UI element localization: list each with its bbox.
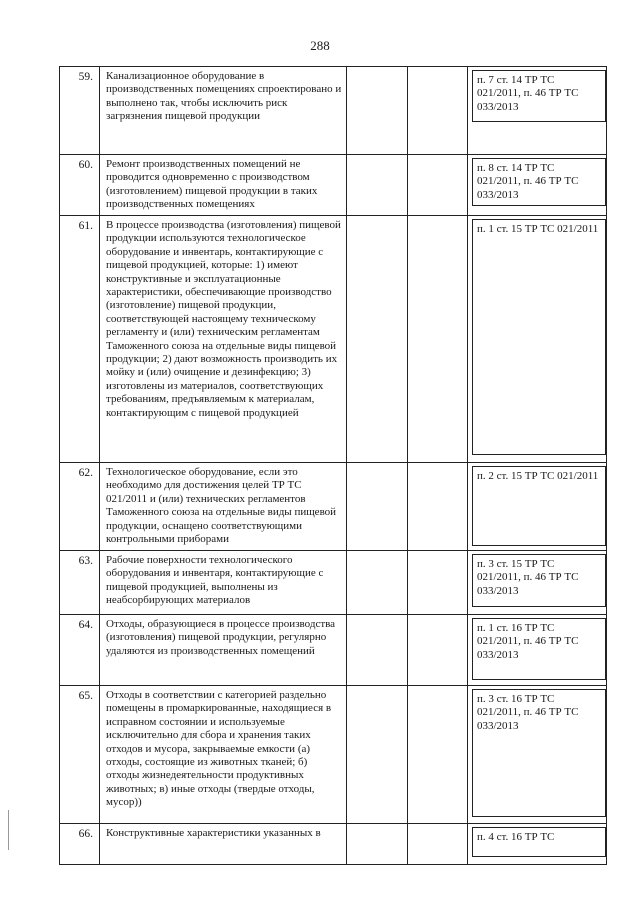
reference-cell: [468, 216, 606, 462]
reference-cell: [468, 155, 606, 215]
table-row: [59, 614, 607, 685]
legal-reference: п. 3 ст. 16 ТР ТС 021/2011, п. 46 ТР ТС 033/2013: [472, 689, 606, 817]
answer-cell-yes: [347, 216, 408, 462]
row-number: 65.: [60, 686, 100, 823]
table-row: [59, 154, 607, 215]
reference-cell: [468, 463, 606, 550]
answer-cell-yes: [347, 615, 408, 685]
legal-reference: п. 4 ст. 16 ТР ТС: [472, 827, 606, 857]
requirement-text: Отходы в соответствии с категорией раздельно помещены в промаркированные, находящиеся в исправном состоянии и используемые исключительно для сбора и хранения таких отходов и мусора, закрываемые емкости (а) отходы, состоящие из животных тканей; б) отходы жизнедеятельности продуктивных животных; в) иные отходы (твердые отходы, мусор)): [100, 686, 347, 823]
legal-reference: п. 7 ст. 14 ТР ТС 021/2011, п. 46 ТР ТС 033/2013: [472, 70, 606, 122]
row-number: 62.: [60, 463, 100, 550]
reference-cell: [468, 686, 606, 823]
reference-cell: [468, 551, 606, 614]
answer-cell-no: [408, 216, 468, 462]
requirement-text: Конструктивные характеристики указанных в: [100, 824, 347, 864]
table-row: [59, 823, 607, 865]
answer-cell-no: [408, 551, 468, 614]
row-number: 66.: [60, 824, 100, 864]
reference-cell: [468, 67, 606, 154]
requirement-text: Технологическое оборудование, если это необходимо для достижения целей ТР ТС 021/2011 и (или) технических регламентов Таможенного союза на отдельные виды пищевой продукции, оснащено соответствующими контрольными приборами: [100, 463, 347, 550]
legal-reference: п. 8 ст. 14 ТР ТС 021/2011, п. 46 ТР ТС 033/2013: [472, 158, 606, 206]
answer-cell-yes: [347, 824, 408, 864]
legal-reference: п. 1 ст. 16 ТР ТС 021/2011, п. 46 ТР ТС 033/2013: [472, 618, 606, 680]
row-number: 60.: [60, 155, 100, 215]
answer-cell-no: [408, 824, 468, 864]
reference-cell: [468, 615, 606, 685]
table-row: [59, 462, 607, 550]
legal-reference: п. 1 ст. 15 ТР ТС 021/2011: [472, 219, 606, 455]
row-number: 64.: [60, 615, 100, 685]
requirement-text: Отходы, образующиеся в процессе производства (изготовления) пищевой продукции, регулярно удаляются из производственных помещений: [100, 615, 347, 685]
answer-cell-yes: [347, 155, 408, 215]
requirement-text: Ремонт производственных помещений не проводится одновременно с производством (изготовлением) пищевой продукции в таких производственных помещениях: [100, 155, 347, 215]
requirement-text: В процессе производства (изготовления) пищевой продукции используются технологическое оборудование и инвентарь, контактирующие с пищевой продукцией, которые: 1) имеют конструктивные и эксплуатационные характеристики, обеспечивающие производство (изготовление) пищевой продукции, соответствующей настоящему техническому регламенту и (или) техническим регламентам Таможенного союза на отдельные виды пищевой продукции; 2) дают возможность производить их мойку и (или) очищение и дезинфекцию; 3) изготовлены из материалов, соответствующих требованиям, предъявляемым к материалам, контактирующим с пищевой продукцией: [100, 216, 347, 462]
scan-edge-mark: [8, 810, 9, 850]
answer-cell-yes: [347, 551, 408, 614]
legal-reference: п. 2 ст. 15 ТР ТС 021/2011: [472, 466, 606, 546]
answer-cell-no: [408, 463, 468, 550]
table-row: [59, 66, 607, 154]
answer-cell-yes: [347, 686, 408, 823]
checklist-table: [59, 66, 607, 865]
row-number: 59.: [60, 67, 100, 154]
answer-cell-no: [408, 686, 468, 823]
table-row: [59, 215, 607, 462]
answer-cell-no: [408, 67, 468, 154]
reference-cell: [468, 824, 606, 864]
answer-cell-no: [408, 615, 468, 685]
requirement-text: Канализационное оборудование в производственных помещениях спроектировано и выполнено так, чтобы исключить риск загрязнения пищевой продукции: [100, 67, 347, 154]
answer-cell-yes: [347, 463, 408, 550]
legal-reference: п. 3 ст. 15 ТР ТС 021/2011, п. 46 ТР ТС 033/2013: [472, 554, 606, 607]
page-number: 288: [310, 38, 330, 53]
table-row: [59, 550, 607, 614]
requirement-text: Рабочие поверхности технологического оборудования и инвентаря, контактирующие с пищевой продукцией, выполнены из неабсорбирующих материалов: [100, 551, 347, 614]
row-number: 61.: [60, 216, 100, 462]
row-number: 63.: [60, 551, 100, 614]
table-row: [59, 685, 607, 823]
answer-cell-no: [408, 155, 468, 215]
answer-cell-yes: [347, 67, 408, 154]
